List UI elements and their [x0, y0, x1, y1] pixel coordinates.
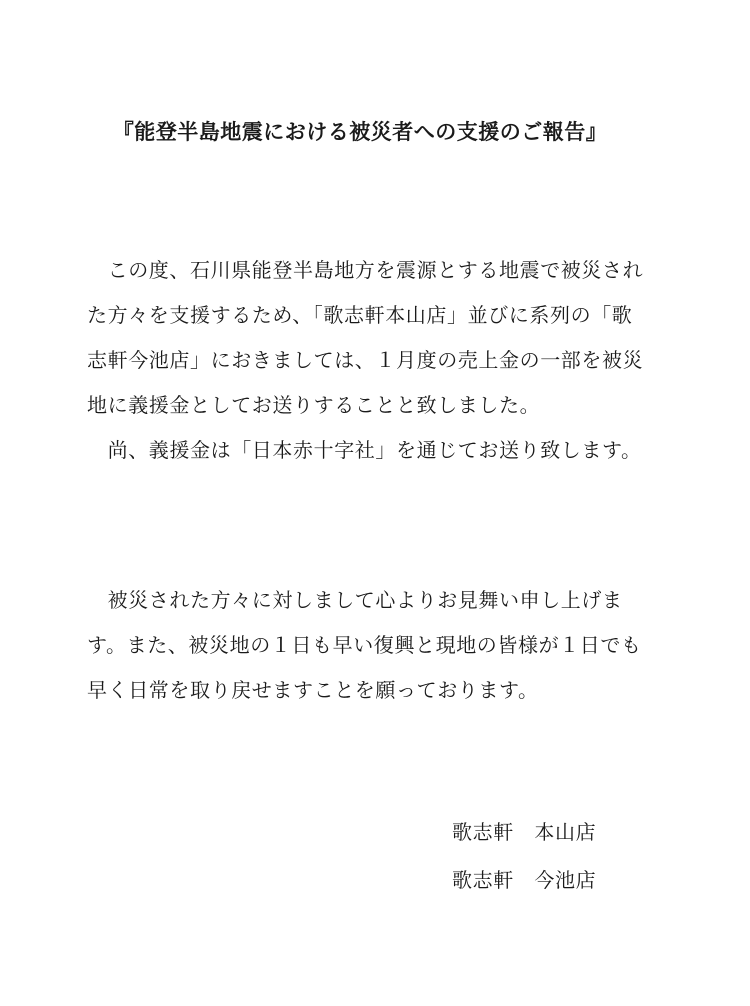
signature-block	[452, 808, 712, 904]
signature-line-motoyama: 歌志軒 本山店	[452, 820, 597, 844]
text-line: この度、石川県能登半島地方を震源とする地震で被災され	[87, 258, 644, 282]
text-line: 志軒今池店」におきましては、１月度の売上金の一部を被災	[87, 348, 644, 372]
text-line: た方々を支援するため、「歌志軒本山店」並びに系列の「歌	[87, 303, 633, 327]
text-line: 早く日常を取り戻せますことを願っております。	[87, 678, 539, 702]
document-title: 『能登半島地震における被災者への支援のご報告』	[112, 119, 608, 144]
signature-line-imaike: 歌志軒 今池店	[452, 868, 597, 892]
text-line: 地に義援金としてお送りすることと致しました。	[87, 393, 541, 417]
paragraph-condolence	[87, 578, 672, 713]
text-line: 被災された方々に対しまして心よりお見舞い申し上げま	[87, 588, 623, 612]
text-line: 尚、義援金は「日本赤十字社」を通じてお送り致します。	[87, 438, 642, 462]
text-line: す。また、被災地の１日も早い復興と現地の皆様が１日でも	[87, 633, 642, 657]
paragraph-announcement	[87, 248, 672, 473]
